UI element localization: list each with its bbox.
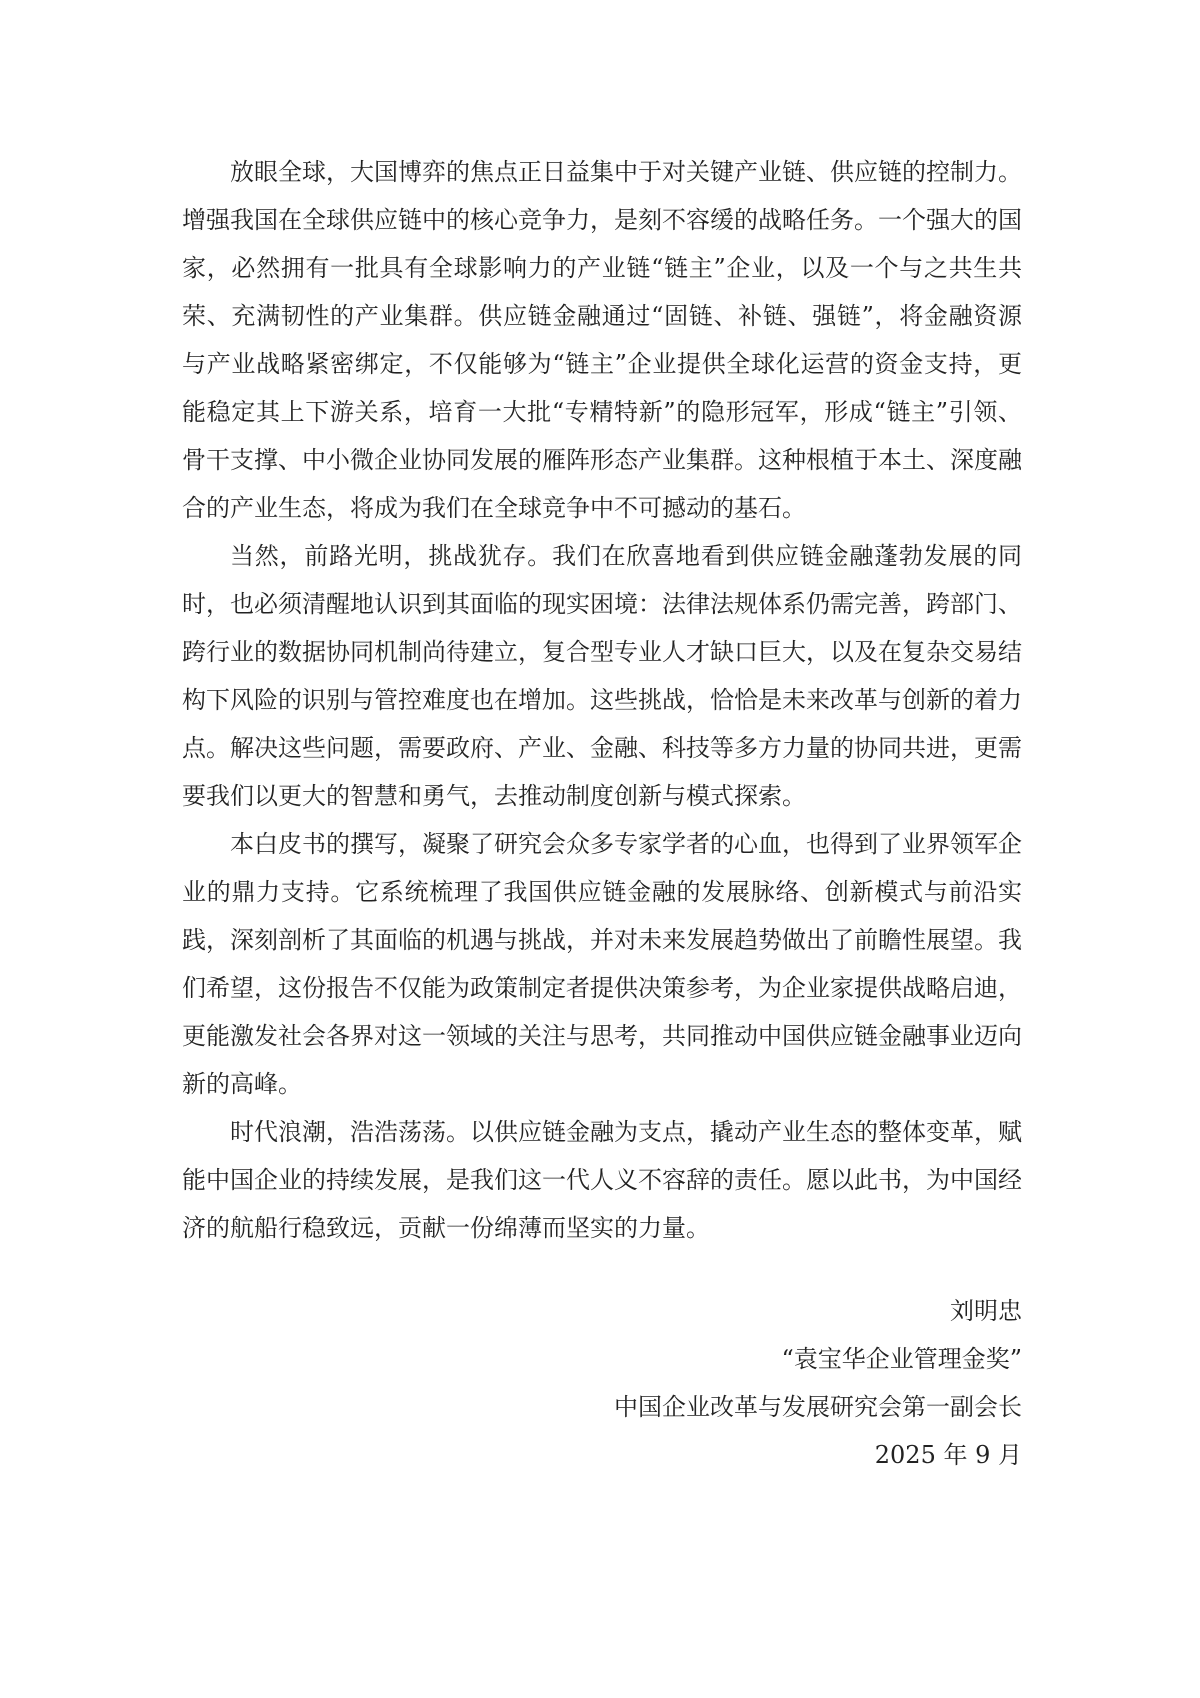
author-name: 刘明忠 xyxy=(950,1297,1022,1325)
author-position: 中国企业改革与发展研究会第一副会长 xyxy=(614,1393,1022,1421)
paragraph-3: 本白皮书的撰写，凝聚了研究会众多专家学者的心血，也得到了业界领军企业的鼎力支持。它系统梳理了我国供应链金融的发展脉络、创新模式与前沿实践，深刻剖析了其面临的机遇与挑战，并对未来发展趋势做出了前瞻性展望。我们希望，这份报告不仅能为政策制定者提供决策参考，为企业家提供战略启迪，更能激发社会各界对这一领域的关注与思考，共同推动中国供应链金融事业迈向新的高峰。 xyxy=(182,830,1022,1098)
document-date: 2025 年 9 月 xyxy=(874,1441,1022,1469)
paragraph-2: 当然，前路光明，挑战犹存。我们在欣喜地看到供应链金融蓬勃发展的同时，也必须清醒地认识到其面临的现实困境：法律法规体系仍需完善，跨部门、跨行业的数据协同机制尚待建立，复合型专业人才缺口巨大，以及在复杂交易结构下风险的识别与管控难度也在增加。这些挑战，恰恰是未来改革与创新的着力点。解决这些问题，需要政府、产业、金融、科技等多方力量的协同共进，更需要我们以更大的智慧和勇气，去推动制度创新与模式探索。 xyxy=(182,542,1022,810)
paragraph-1: 放眼全球，大国博弈的焦点正日益集中于对关键产业链、供应链的控制力。增强我国在全球供应链中的核心竞争力，是刻不容缓的战略任务。一个强大的国家，必然拥有一批具有全球影响力的产业链“链主”企业，以及一个与之共生共荣、充满韧性的产业集群。供应链金融通过“固链、补链、强链”，将金融资源与产业战略紧密绑定，不仅能够为“链主”企业提供全球化运营的资金支持，更能稳定其上下游关系，培育一大批“专精特新”的隐形冠军，形成“链主”引领、骨干支撑、中小微企业协同发展的雁阵形态产业集群。这种根植于本土、深度融合的产业生态，将成为我们在全球竞争中不可撼动的基石。 xyxy=(182,158,1022,522)
author-award: “袁宝华企业管理金奖” xyxy=(781,1345,1022,1373)
paragraph-4: 时代浪潮，浩浩荡荡。以供应链金融为支点，撬动产业生态的整体变革，赋能中国企业的持续发展，是我们这一代人义不容辞的责任。愿以此书，为中国经济的航船行稳致远，贡献一份绵薄而坚实的力量。 xyxy=(182,1118,1022,1242)
document-body xyxy=(182,148,1022,1252)
signature-block xyxy=(182,1287,1022,1479)
